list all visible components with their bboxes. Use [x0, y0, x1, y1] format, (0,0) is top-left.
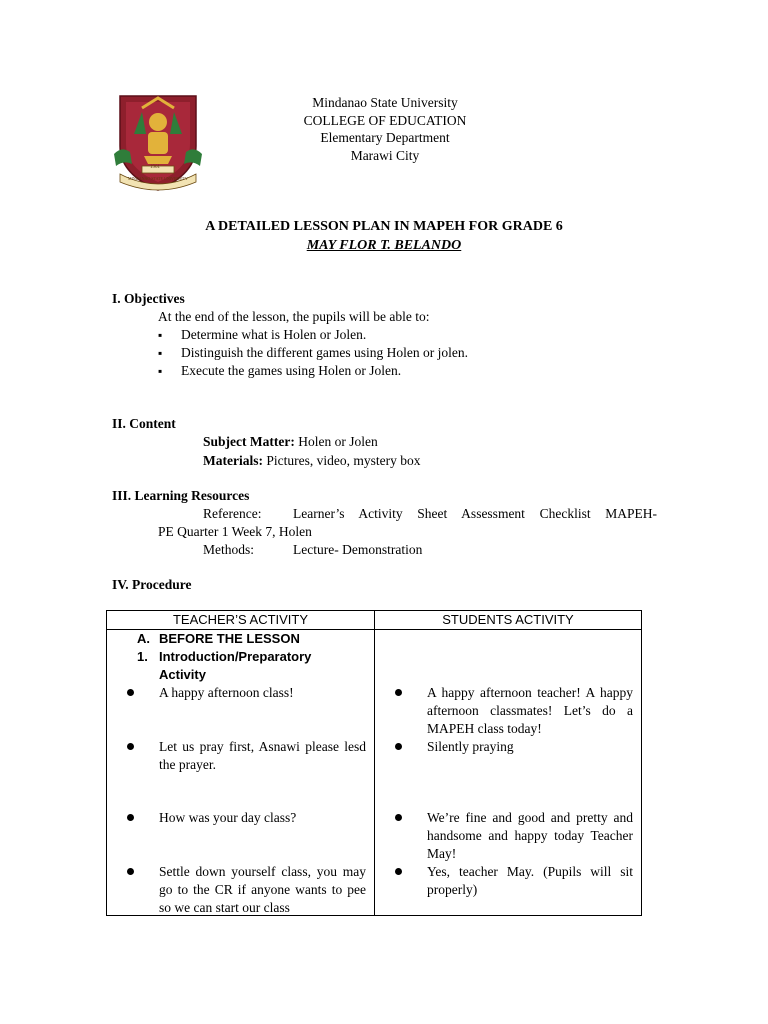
- materials-value: Pictures, video, mystery box: [266, 453, 421, 468]
- bullet-icon: [395, 814, 402, 821]
- reference-label: Reference:: [203, 506, 262, 521]
- objective-item: ▪ Determine what is Holen or Jolen.: [158, 326, 658, 344]
- objectives-heading: I. Objectives: [112, 291, 185, 306]
- students-activity-header: STUDENTS ACTIVITY: [375, 611, 642, 630]
- objectives-block: [158, 308, 658, 380]
- author-name: MAY FLOR T. BELANDO: [306, 238, 462, 253]
- content-heading: II. Content: [112, 416, 176, 431]
- bullet-icon: [395, 868, 402, 875]
- document-title: A DETAILED LESSON PLAN IN MAPEH FOR GRADE 6: [205, 219, 563, 234]
- methods-value: Lecture- Demonstration: [293, 542, 423, 557]
- bullet-icon: [127, 814, 134, 821]
- reference-continuation: PE Quarter 1 Week 7, Holen: [158, 524, 312, 539]
- institution-header: [230, 94, 540, 164]
- seal-caption-text: MINDANAO STATE UNIVERSITY: [128, 176, 188, 181]
- objective-item: ▪ Execute the games using Holen or Jolen.: [158, 362, 658, 380]
- subsection-title-line2: Activity: [159, 667, 206, 682]
- teacher-activity-header: TEACHER’S ACTIVITY: [107, 611, 375, 630]
- subject-matter-label: Subject Matter:: [203, 434, 295, 449]
- resources-heading: III. Learning Resources: [112, 488, 250, 503]
- students-activity-cell: A happy afternoon teacher! A happy afternoon classmates! Let’s do a MAPEH class today! Silently praying We’re fine and good and pretty and handsome and happy today Teacher May! Yes, teacher May. (Pupils will sit properly): [375, 630, 642, 916]
- materials-line: [203, 452, 420, 470]
- procedure-heading: IV. Procedure: [112, 577, 192, 592]
- seal-year-text: 1961: [150, 165, 160, 170]
- section-title: BEFORE THE LESSON: [159, 631, 300, 646]
- bullet-icon: [127, 689, 134, 696]
- bullet-icon: [395, 743, 402, 750]
- department-name: Elementary Department: [320, 130, 450, 145]
- teacher-activity-cell: A. BEFORE THE LESSON 1. Introduction/Preparatory Activity A happy afternoon class! Let us pray first, Asnawi please lesd the prayer. How was your day class? Settle down yourself class, you may go to the CR if anyone wants to pee so we can start our class: [107, 630, 375, 916]
- objective-item: ▪ Distinguish the different games using Holen or jolen.: [158, 344, 658, 362]
- university-seal-logo: [112, 94, 204, 194]
- bullet-icon: [127, 743, 134, 750]
- bullet-icon: [127, 868, 134, 875]
- methods-label: Methods:: [203, 542, 255, 557]
- subsection-marker: 1.: [137, 649, 148, 664]
- objectives-list: [158, 326, 658, 380]
- materials-label: Materials:: [203, 453, 263, 468]
- section-marker: A.: [137, 631, 150, 646]
- methods-line: [203, 541, 422, 559]
- subject-matter-line: [203, 433, 378, 451]
- reference-value: Learner’s Activity Sheet Assessment Checklist MAPEH-: [293, 506, 657, 521]
- reference-line: [203, 505, 657, 523]
- subject-matter-value: Holen or Jolen: [298, 434, 378, 449]
- objectives-intro: At the end of the lesson, the pupils will be able to:: [158, 309, 430, 324]
- bullet-icon: [395, 689, 402, 696]
- college-name: COLLEGE OF EDUCATION: [303, 112, 467, 128]
- procedure-table: [106, 610, 642, 916]
- subsection-title-line1: Introduction/Preparatory: [159, 649, 312, 664]
- city-name: Marawi City: [350, 147, 420, 163]
- university-name: Mindanao State University: [312, 95, 458, 110]
